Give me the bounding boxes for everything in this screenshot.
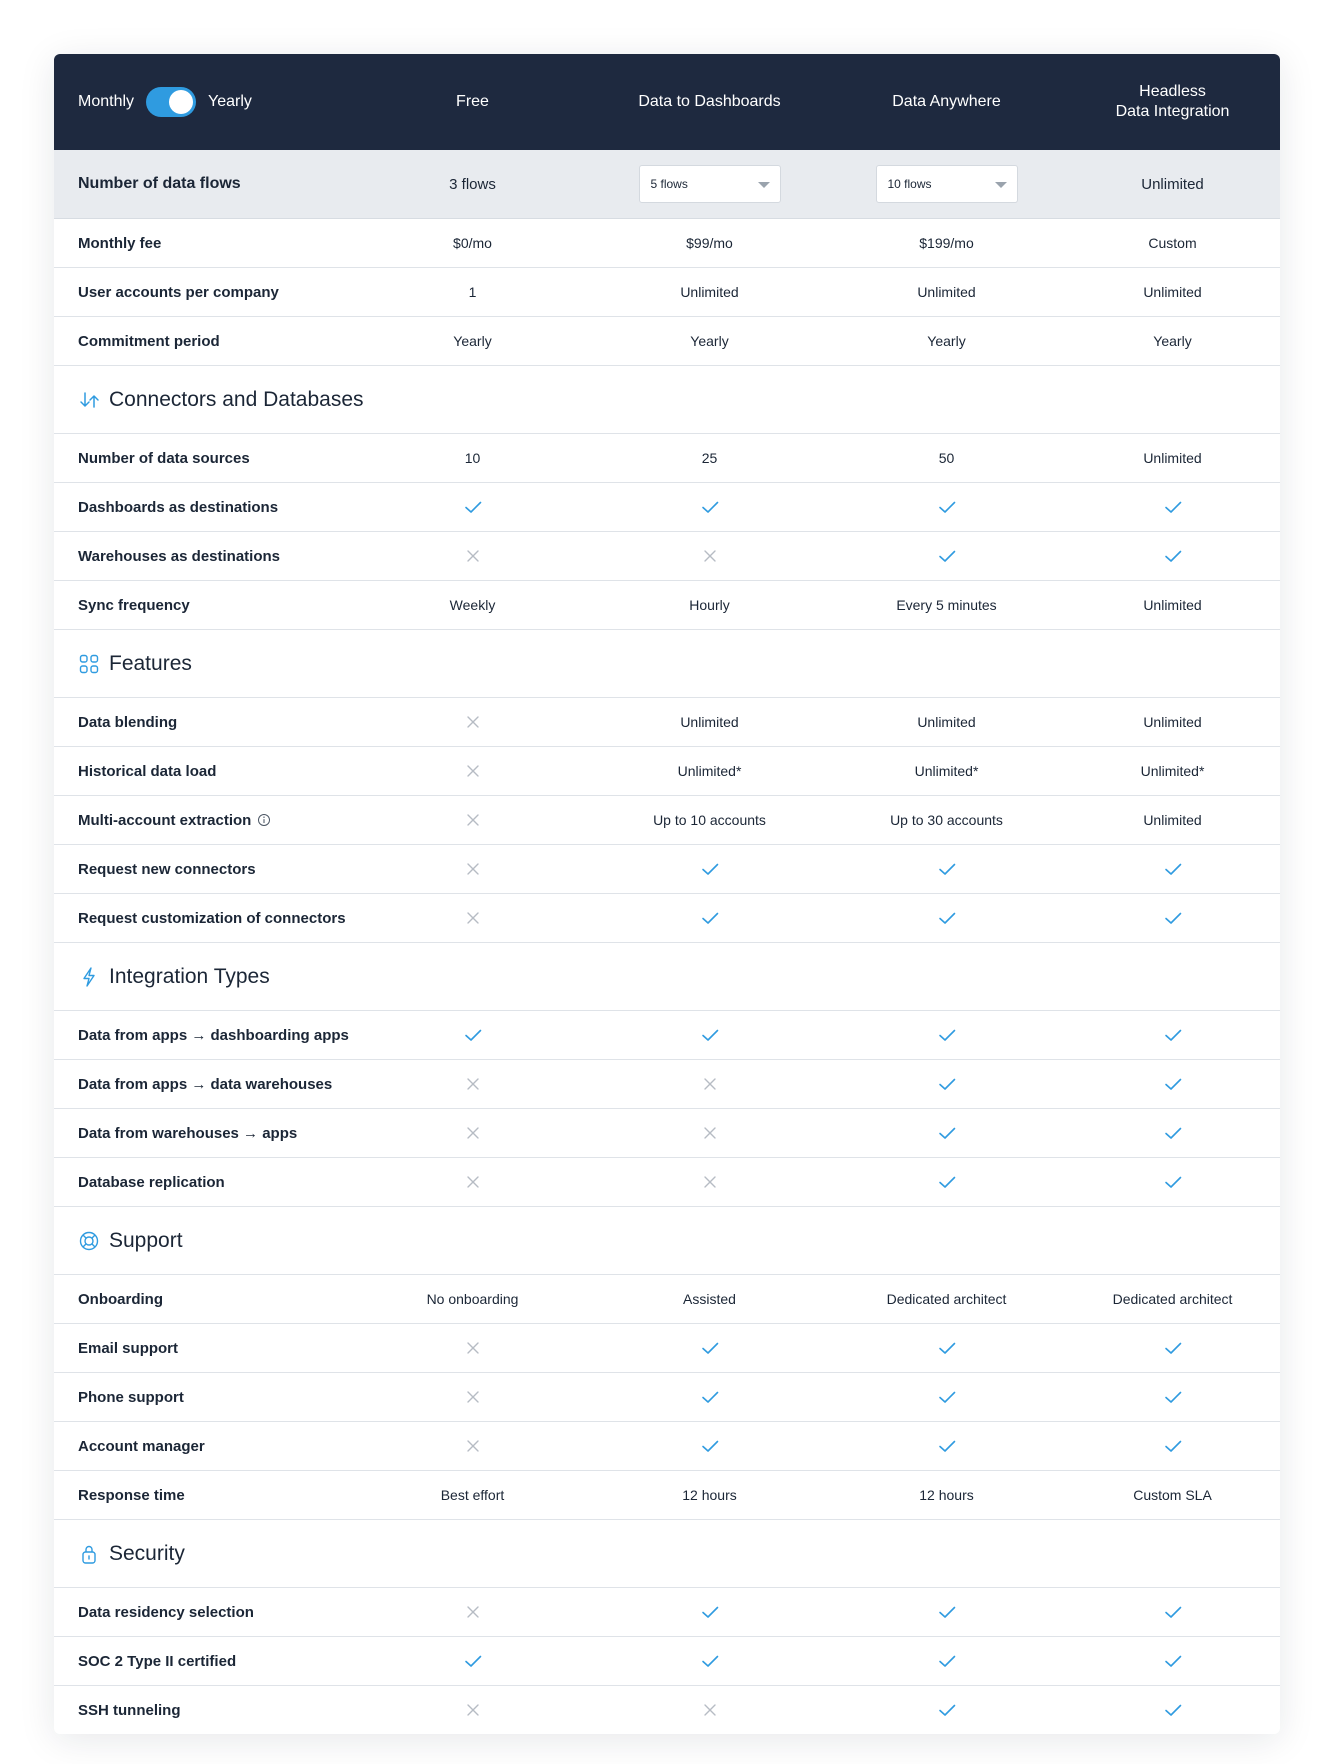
row-label-cell: [54, 747, 354, 795]
row-label: Monthly fee: [78, 234, 162, 252]
row-label-cell: [54, 1588, 354, 1636]
cell-value-dashboards: Yearly: [690, 333, 729, 349]
check-icon: [828, 1686, 1065, 1734]
row-label: Data from apps → data warehouses: [78, 1075, 333, 1093]
grid-icon: [78, 653, 100, 675]
section-title: Connectors and Databases: [109, 387, 364, 411]
check-icon: [828, 845, 1065, 893]
cell-value-headless: Yearly: [1153, 333, 1192, 349]
row-label-cell: [54, 1373, 354, 1421]
check-icon: [1065, 1637, 1280, 1685]
check-icon: [354, 1011, 591, 1059]
table-row: [54, 845, 1280, 894]
cell-value-anywhere: 50: [938, 450, 955, 466]
cell-value-anywhere: Unlimited: [917, 714, 976, 730]
cell-value-anywhere: Yearly: [927, 333, 966, 349]
table-row: [54, 747, 1280, 796]
arrows-up-down-icon: [78, 389, 100, 411]
check-icon: [1065, 1060, 1280, 1108]
table-row: [54, 698, 1280, 747]
check-icon: [1065, 845, 1280, 893]
table-row: [54, 317, 1280, 366]
lock-icon: [78, 1543, 100, 1565]
toggle-label-yearly[interactable]: Yearly: [208, 93, 252, 110]
cross-icon: [354, 1373, 591, 1421]
cross-icon: [354, 1109, 591, 1157]
row-label: Number of data sources: [78, 449, 250, 467]
check-icon: [1065, 894, 1280, 942]
cell-value-headless: Unlimited: [1143, 714, 1202, 730]
table-row: [54, 1109, 1280, 1158]
table-row: [54, 796, 1280, 845]
row-label-cell: [54, 894, 354, 942]
cell-value-headless: Unlimited: [1143, 450, 1202, 466]
cell-value-dashboards: Up to 10 accounts: [653, 812, 766, 828]
check-icon: [591, 1588, 828, 1636]
check-icon: [828, 1637, 1065, 1685]
section-header-security: [54, 1520, 1280, 1588]
table-row: [54, 1373, 1280, 1422]
row-label-cell: [54, 434, 354, 482]
check-icon: [1065, 1686, 1280, 1734]
plan-name-free: Free: [456, 93, 489, 110]
cross-icon: [591, 1158, 828, 1206]
cross-icon: [354, 1422, 591, 1470]
table-row: [54, 1060, 1280, 1109]
check-icon: [828, 1109, 1065, 1157]
table-row: [54, 1011, 1280, 1060]
check-icon: [354, 483, 591, 531]
cross-icon: [354, 1158, 591, 1206]
row-label-cell: [54, 1109, 354, 1157]
check-icon: [354, 1637, 591, 1685]
section-header-connectors-and-databases: [54, 366, 1280, 434]
check-icon: [1065, 1011, 1280, 1059]
check-icon: [828, 1422, 1065, 1470]
table-row: [54, 1275, 1280, 1324]
cell-value-dashboards: Assisted: [683, 1291, 736, 1307]
row-label-cell: [54, 317, 354, 365]
row-label: Number of data flows: [78, 175, 241, 192]
section-header-features: [54, 630, 1280, 698]
plan-name-headless: Headless Data Integration: [1115, 83, 1230, 120]
row-label-cell: [54, 1158, 354, 1206]
check-icon: [1065, 1422, 1280, 1470]
row-label: Data from apps → dashboarding apps: [78, 1026, 349, 1044]
check-icon: [1065, 1324, 1280, 1372]
check-icon: [1065, 1588, 1280, 1636]
cell-value-dashboards: Hourly: [689, 597, 730, 613]
table-header: [54, 54, 1280, 150]
cell-value-dashboards: Unlimited: [680, 714, 739, 730]
table-row: [54, 434, 1280, 483]
check-icon: [591, 483, 828, 531]
check-icon: [828, 1060, 1065, 1108]
select-value: 10 flows: [887, 177, 932, 191]
row-label: SOC 2 Type II certified: [78, 1652, 237, 1670]
check-icon: [828, 894, 1065, 942]
cross-icon: [354, 1324, 591, 1372]
row-label-cell: [54, 1471, 354, 1519]
check-icon: [828, 1373, 1065, 1421]
table-row: [54, 1686, 1280, 1734]
cell-value-dashboards: Unlimited: [680, 284, 739, 300]
lightning-icon: [78, 966, 100, 988]
row-label-cell: [54, 1686, 354, 1734]
select-value: 5 flows: [650, 177, 688, 191]
table-row: [54, 1422, 1280, 1471]
flows-free-value: 3 flows: [449, 175, 496, 193]
row-label-cell: [54, 796, 354, 844]
row-label: Request new connectors: [78, 860, 256, 878]
row-label-cell: [54, 698, 354, 746]
section-title: Security: [109, 1541, 185, 1565]
table-row: [54, 1158, 1280, 1207]
cell-value-headless: Unlimited: [1143, 284, 1202, 300]
table-row: [54, 1471, 1280, 1520]
row-label: Multi-account extraction: [78, 811, 252, 829]
cell-value-dashboards: 12 hours: [682, 1487, 737, 1503]
cell-value-anywhere: Every 5 minutes: [896, 597, 997, 613]
check-icon: [1065, 532, 1280, 580]
section-header-integration-types: [54, 943, 1280, 1011]
check-icon: [591, 894, 828, 942]
chevron-down-icon: [758, 182, 770, 188]
row-label: Phone support: [78, 1388, 184, 1406]
row-label-cell: [54, 1637, 354, 1685]
data-flows-row: [54, 150, 1280, 219]
table-row: [54, 1324, 1280, 1373]
row-label: Data residency selection: [78, 1603, 254, 1621]
info-icon[interactable]: [257, 813, 271, 827]
cross-icon: [591, 1060, 828, 1108]
cell-value-free: Weekly: [449, 597, 496, 613]
toggle-knob: [169, 90, 193, 114]
chevron-down-icon: [995, 182, 1007, 188]
check-icon: [591, 1373, 828, 1421]
row-label: User accounts per company: [78, 283, 279, 301]
cell-value-headless: Unlimited: [1143, 812, 1202, 828]
check-icon: [828, 1588, 1065, 1636]
row-label-cell: [54, 1060, 354, 1108]
table-row: [54, 581, 1280, 630]
check-icon: [591, 1011, 828, 1059]
cell-value-free: No onboarding: [426, 1291, 519, 1307]
cell-value-headless: Dedicated architect: [1112, 1291, 1233, 1307]
row-label-cell: [54, 219, 354, 267]
row-label-cell: [54, 483, 354, 531]
check-icon: [591, 1637, 828, 1685]
cell-value-anywhere: Up to 30 accounts: [890, 812, 1003, 828]
row-label-cell: [54, 845, 354, 893]
section-title: Support: [109, 1228, 183, 1252]
row-label: SSH tunneling: [78, 1701, 181, 1719]
billing-period-toggle[interactable]: [146, 87, 196, 117]
check-icon: [591, 845, 828, 893]
row-label-cell: [54, 1324, 354, 1372]
table-row: [54, 532, 1280, 581]
check-icon: [591, 1324, 828, 1372]
cross-icon: [354, 796, 591, 844]
row-label: Account manager: [78, 1437, 205, 1455]
table-row: [54, 483, 1280, 532]
cell-value-anywhere: $199/mo: [919, 235, 974, 251]
row-label: Data from warehouses → apps: [78, 1124, 298, 1142]
row-label-cell: [54, 1011, 354, 1059]
cross-icon: [354, 698, 591, 746]
cross-icon: [354, 1588, 591, 1636]
plan-name-data-to-dashboards: Data to Dashboards: [638, 93, 781, 110]
check-icon: [591, 1422, 828, 1470]
billing-toggle-group: [54, 54, 354, 150]
row-label: Database replication: [78, 1173, 225, 1191]
row-label: Sync frequency: [78, 596, 190, 614]
check-icon: [1065, 483, 1280, 531]
cell-value-headless: Unlimited*: [1140, 763, 1205, 779]
cell-value-free: Best effort: [440, 1487, 505, 1503]
flows-select-anywhere[interactable]: [876, 165, 1018, 203]
section-title: Integration Types: [109, 964, 270, 988]
cross-icon: [354, 845, 591, 893]
flows-headless-value: Unlimited: [1141, 175, 1204, 193]
cell-value-dashboards: $99/mo: [686, 235, 733, 251]
cell-value-dashboards: Unlimited*: [677, 763, 742, 779]
section-header-support: [54, 1207, 1280, 1275]
cross-icon: [591, 1686, 828, 1734]
row-label: Warehouses as destinations: [78, 547, 281, 565]
cross-icon: [354, 894, 591, 942]
flows-select-dashboards[interactable]: [639, 165, 781, 203]
check-icon: [828, 1324, 1065, 1372]
cell-value-headless: Custom: [1148, 235, 1197, 251]
cell-value-anywhere: Unlimited*: [914, 763, 979, 779]
row-label: Request customization of connectors: [78, 909, 346, 927]
row-label: Dashboards as destinations: [78, 498, 279, 516]
row-label: Onboarding: [78, 1290, 163, 1308]
feature-groups: [54, 219, 1280, 1734]
cross-icon: [354, 747, 591, 795]
cell-value-free: 1: [468, 284, 477, 300]
table-row: [54, 219, 1280, 268]
cell-value-anywhere: 12 hours: [919, 1487, 974, 1503]
cell-value-headless: Unlimited: [1143, 597, 1202, 613]
cross-icon: [354, 532, 591, 580]
row-label: Data blending: [78, 713, 178, 731]
row-label-cell: [54, 1422, 354, 1470]
pricing-comparison-table: [54, 54, 1280, 1734]
cell-value-anywhere: Dedicated architect: [886, 1291, 1007, 1307]
cell-value-anywhere: Unlimited: [917, 284, 976, 300]
cell-value-free: Yearly: [453, 333, 492, 349]
check-icon: [1065, 1109, 1280, 1157]
row-label: Response time: [78, 1486, 185, 1504]
check-icon: [828, 1011, 1065, 1059]
cell-value-free: $0/mo: [453, 235, 492, 251]
cross-icon: [591, 1109, 828, 1157]
row-label: Historical data load: [78, 762, 217, 780]
cross-icon: [354, 1686, 591, 1734]
table-row: [54, 1637, 1280, 1686]
row-label-cell: [54, 581, 354, 629]
row-label-cell: [54, 268, 354, 316]
row-label-cell: [54, 532, 354, 580]
check-icon: [1065, 1373, 1280, 1421]
cell-value-headless: Custom SLA: [1133, 1487, 1212, 1503]
cross-icon: [354, 1060, 591, 1108]
plan-name-data-anywhere: Data Anywhere: [892, 93, 1001, 110]
section-title: Features: [109, 651, 192, 675]
row-label: Email support: [78, 1339, 179, 1357]
table-row: [54, 268, 1280, 317]
check-icon: [828, 1158, 1065, 1206]
cell-value-free: 10: [464, 450, 481, 466]
check-icon: [828, 532, 1065, 580]
table-row: [54, 1588, 1280, 1637]
row-label: Commitment period: [78, 332, 220, 350]
row-label-cell: [54, 1275, 354, 1323]
toggle-label-monthly[interactable]: Monthly: [78, 93, 135, 110]
lifebuoy-icon: [78, 1230, 100, 1252]
check-icon: [1065, 1158, 1280, 1206]
check-icon: [828, 483, 1065, 531]
cross-icon: [591, 532, 828, 580]
cell-value-dashboards: 25: [701, 450, 718, 466]
table-row: [54, 894, 1280, 943]
